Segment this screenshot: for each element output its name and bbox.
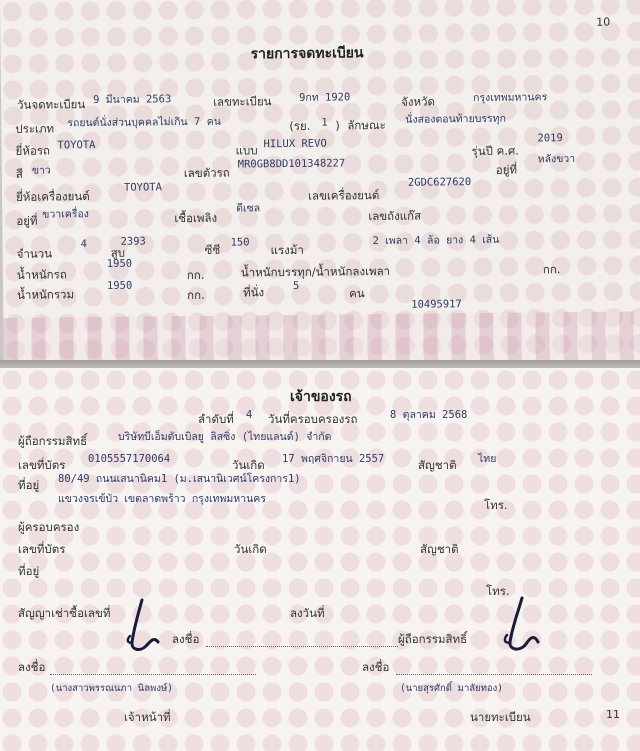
cyl-label: สูบ xyxy=(110,245,126,260)
hp: 150 xyxy=(230,236,250,249)
birth2-label: วันเกิด xyxy=(234,542,267,556)
brand-label: ยี่ห้อรถ xyxy=(15,143,51,158)
addr-label: ที่อยู่ xyxy=(18,478,40,492)
engine-loc-label: อยู่ที่ xyxy=(16,213,38,228)
kg-label-2: กก. xyxy=(542,262,561,277)
sign-a-label: ลงชื่อ xyxy=(18,660,46,674)
year-label: รุ่นปี ค.ศ. xyxy=(471,143,519,159)
province-label: จังหวัด xyxy=(401,94,436,109)
sign-a-line xyxy=(50,674,256,675)
order-label: ลำดับที่ xyxy=(198,412,234,426)
seats-label: ที่นั่ง xyxy=(243,285,265,300)
character-label: ลักษณะ xyxy=(347,117,386,133)
type: รถยนต์นั่งส่วนบุคคลไม่เกิน 7 คน xyxy=(67,115,221,130)
holder-label: ผู้ถือกรรมสิทธิ์ xyxy=(18,434,88,448)
owner-title: เจ้าของรถ xyxy=(290,389,352,405)
officer-signature-icon xyxy=(124,596,166,656)
count: 4 xyxy=(80,238,87,251)
plate-label: เลขทะเบียน xyxy=(213,94,272,109)
possess-date: 8 ตุลาคม 2568 xyxy=(390,409,468,421)
brand: TOYOTA xyxy=(57,139,96,152)
located-label: อยู่ที่ xyxy=(495,162,518,177)
seats: 5 xyxy=(292,279,300,292)
registrar-label: นายทะเบียน xyxy=(470,710,531,724)
rs-close: ) xyxy=(335,118,340,133)
nation-label: สัญชาติ xyxy=(418,458,457,472)
weight-label: น้ำหนักรถ xyxy=(16,267,67,282)
model: HILUX REVO xyxy=(263,137,327,151)
engine-loc: ขวาเครื่อง xyxy=(42,208,89,221)
engine-no-label: เลขเครื่องยนต์ xyxy=(307,188,380,203)
id-label: เลขที่บัตร xyxy=(18,458,66,472)
possess-label: วันที่ครอบครองรถ xyxy=(268,412,358,426)
sign-b-name: (นายสุรศักดิ์ มาลัยทอง) xyxy=(400,683,503,694)
nation2-label: สัญชาติ xyxy=(420,542,459,556)
registration-page xyxy=(0,0,640,372)
rs-value: 1 xyxy=(321,116,328,129)
page-number-top: 10 xyxy=(596,15,611,29)
page-number-bottom: 11 xyxy=(606,708,620,721)
color-label: สี xyxy=(15,166,23,181)
owner-page xyxy=(0,368,640,751)
id-number: 0105557170064 xyxy=(88,453,171,465)
province: กรุงเทพมหานคร xyxy=(472,91,548,105)
ref-number: 10495917 xyxy=(411,298,462,311)
rs-label: (รย. xyxy=(289,118,311,133)
reg-date-label: วันจดทะเบียน xyxy=(17,97,86,112)
fuel: ดีเซล xyxy=(236,202,261,215)
chassis-label: เลขตัวรถ xyxy=(183,165,230,181)
address-line-1: 80/49 ถนนเสนานิคม1 (ม.เสนานิเวศน์โครงการ1) xyxy=(58,473,301,485)
color: ขาว xyxy=(31,164,51,177)
persons-label: คน xyxy=(349,286,365,301)
tel-label: โทร. xyxy=(484,498,508,512)
registrar-signature-icon xyxy=(500,594,544,656)
total-label: น้ำหนักรวม xyxy=(17,287,75,302)
cc-label: ซีซี xyxy=(204,242,221,257)
reg-date: 9 มีนาคม 2563 xyxy=(92,93,172,107)
hp-label: แรงม้า xyxy=(270,242,304,258)
gas-label: เลขถังแก๊ส xyxy=(368,208,422,224)
holder: บริษัทบีเอ็มดับเบิลยู ลิสซิ่ง (ไทยแลนด์) จำกัด xyxy=(118,431,332,443)
nation: ไทย xyxy=(478,453,497,465)
sign1-label: ลงชื่อ xyxy=(172,632,200,646)
count-label: จำนวน xyxy=(16,246,53,261)
load-label: น้ำหนักบรรทุก/น้ำหนักลงเพลา xyxy=(240,263,391,280)
sign-b-label: ลงชื่อ xyxy=(362,660,390,674)
addr2-label: ที่อยู่ xyxy=(18,564,40,578)
type-label: ประเภท xyxy=(15,121,55,136)
weight: 1950 xyxy=(106,257,133,270)
birth-label: วันเกิด xyxy=(232,458,265,472)
engine-brand-label: ยี่ห้อเครื่องยนต์ xyxy=(15,189,90,204)
order: 4 xyxy=(246,409,253,421)
model-label: แบบ xyxy=(235,143,258,158)
kg-label-3: กก. xyxy=(187,287,205,303)
chassis: MR0GB8DD101348227 xyxy=(237,157,346,171)
fuel-label: เชื้อเพลิง xyxy=(174,210,218,226)
officer-label: เจ้าหน้าที่ xyxy=(124,710,171,724)
year: 2019 xyxy=(537,132,563,145)
located: หลังขวา xyxy=(537,152,576,166)
engine-brand: TOYOTA xyxy=(123,181,162,194)
possessor-label: ผู้ครอบครอง xyxy=(18,520,80,534)
sign-b-line xyxy=(396,674,592,675)
sign-a-name: (นางสาวพรรณนภา นิลพงษ์) xyxy=(50,683,173,694)
character: นั่งสองตอนท้ายบรรทุก xyxy=(405,112,506,126)
engine-no: 2GDC627620 xyxy=(407,176,472,189)
sign1-line xyxy=(206,646,398,647)
address-line-2: แขวงจรเข้บัว เขตลาดพร้าว กรุงเทพมหานคร xyxy=(58,493,266,505)
id2-label: เลขที่บัตร xyxy=(18,542,66,556)
contract-date-label: ลงวันที่ xyxy=(290,606,325,620)
plate: 9กท 1920 xyxy=(298,91,351,104)
axles: 2 เพลา 4 ล้อ ยาง 4 เส้น xyxy=(372,233,500,248)
kg-label-1: กก. xyxy=(186,267,205,283)
contract-label: สัญญาเช่าซื้อเลขที่ xyxy=(18,606,111,620)
sign1-role: ผู้ถือกรรมสิทธิ์ xyxy=(398,632,468,646)
total: 1950 xyxy=(106,279,133,292)
cc: 2393 xyxy=(120,235,146,248)
tel2-label: โทร. xyxy=(486,584,510,598)
registration-title: รายการจดทะเบียน xyxy=(250,45,364,63)
birth-date: 17 พฤศจิกายน 2557 xyxy=(282,453,385,465)
